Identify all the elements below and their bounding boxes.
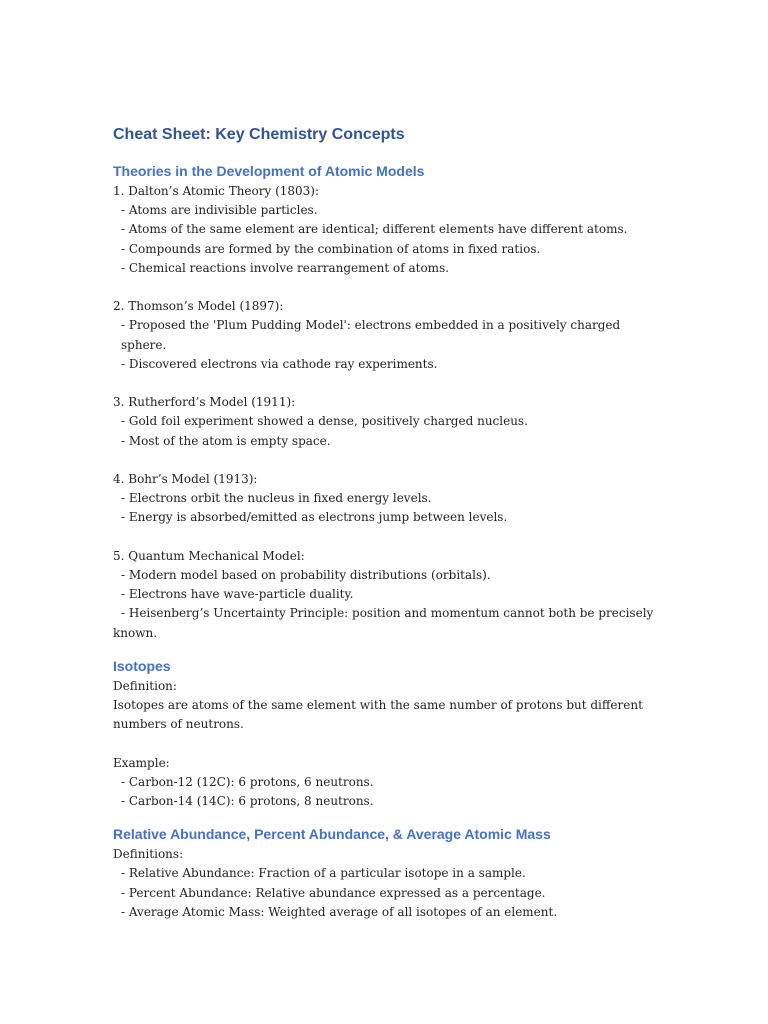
model-label: 5. Quantum Mechanical Model: — [113, 548, 305, 563]
definition-text: Isotopes are atoms of the same element with the same number of protons but different — [113, 698, 643, 713]
model-point: - Most of the atom is empty space. — [121, 433, 331, 448]
model-label: 3. Rutherford’s Model (1911): — [113, 395, 296, 410]
definition-label: Definition: — [113, 678, 177, 693]
spacer — [113, 528, 658, 547]
section-heading-isotopes: Isotopes — [113, 657, 171, 674]
model-point: - Gold foil experiment showed a dense, positively charged nucleus. — [121, 414, 528, 429]
model-label: 2. Thomson’s Model (1897): — [113, 299, 284, 314]
section-atomic-models — [113, 160, 658, 643]
example-item: - Carbon-14 (14C): 6 protons, 8 neutrons. — [121, 794, 374, 809]
model-point-continuation: known. — [113, 625, 158, 640]
model-point: - Electrons orbit the nucleus in fixed energy levels. — [121, 491, 432, 506]
section-abundance — [113, 823, 658, 922]
section-heading-abundance: Relative Abundance, Percent Abundance, & Average Atomic Mass — [113, 826, 551, 843]
example-item: - Carbon-12 (12C): 6 protons, 6 neutrons. — [121, 774, 374, 789]
model-block — [113, 393, 658, 451]
document-page — [113, 124, 658, 922]
spacer — [113, 811, 658, 823]
definition-item: - Percent Abundance: Relative abundance expressed as a percentage. — [121, 885, 546, 900]
model-point: - Modern model based on probability distributions (orbitals). — [121, 568, 491, 582]
model-block — [113, 470, 658, 528]
spacer — [113, 374, 658, 393]
model-point: - Compounds are formed by the combination of atoms in fixed ratios. — [121, 241, 541, 256]
spacer — [113, 643, 658, 655]
example-label: Example: — [113, 755, 170, 770]
spacer — [113, 278, 658, 297]
spacer — [113, 734, 658, 753]
model-point: - Proposed the 'Plum Pudding Model': electrons embedded in a positively charged sphere. — [121, 318, 625, 352]
section-isotopes — [113, 655, 658, 811]
definitions-label: Definitions: — [113, 847, 184, 862]
model-label: 4. Bohr’s Model (1913): — [113, 472, 258, 486]
definition-text: numbers of neutrons. — [113, 717, 244, 732]
model-label: 1. Dalton’s Atomic Theory (1803): — [113, 184, 320, 198]
model-point: - Heisenberg’s Uncertainty Principle: position and momentum cannot both be precisely — [121, 606, 654, 621]
model-point: - Energy is absorbed/emitted as electrons jump between levels. — [121, 510, 508, 525]
model-point: - Atoms of the same element are identical; different elements have different atoms. — [121, 222, 628, 237]
document-title: Cheat Sheet: Key Chemistry Concepts — [113, 126, 405, 143]
model-block — [113, 547, 658, 643]
model-point: - Chemical reactions involve rearrangement of atoms. — [121, 260, 450, 275]
definition-item: - Relative Abundance: Fraction of a particular isotope in a sample. — [121, 866, 526, 881]
spacer — [113, 451, 658, 470]
definition-item: - Average Atomic Mass: Weighted average of all isotopes of an element. — [121, 904, 558, 919]
model-point: - Electrons have wave-particle duality. — [121, 587, 354, 602]
model-point: - Discovered electrons via cathode ray experiments. — [121, 356, 438, 371]
section-heading-atomic-models: Theories in the Development of Atomic Models — [113, 163, 425, 179]
model-block — [113, 182, 658, 278]
model-block — [113, 297, 658, 374]
model-point: - Atoms are indivisible particles. — [121, 203, 318, 218]
